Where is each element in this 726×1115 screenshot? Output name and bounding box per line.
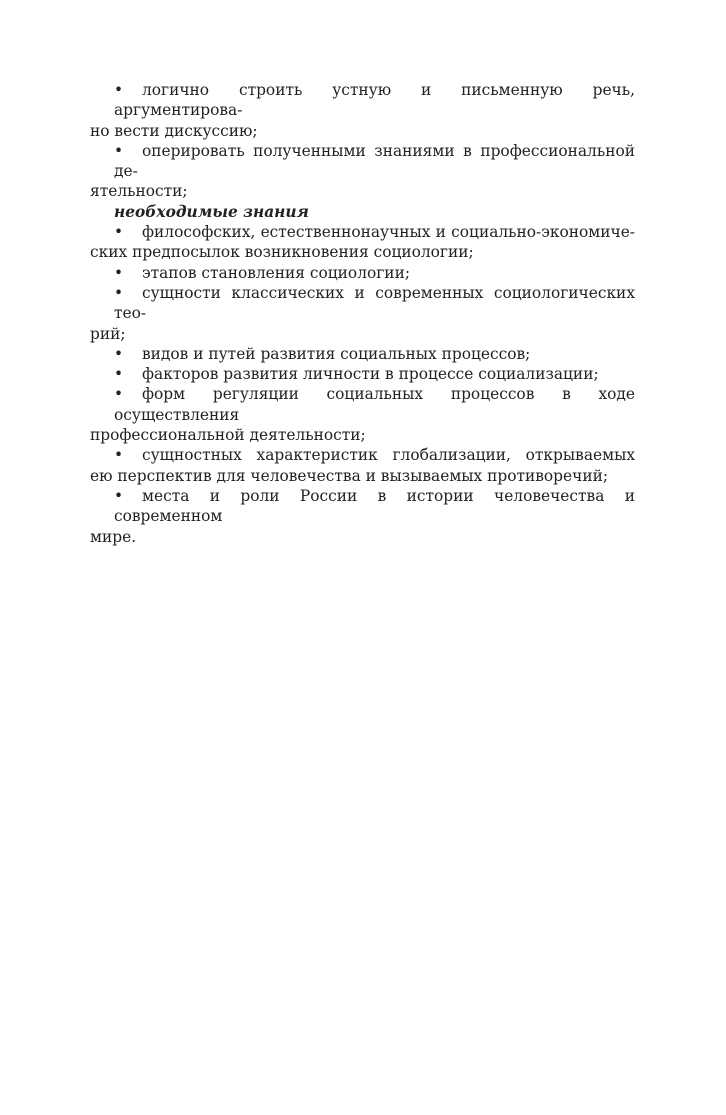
bullet: • <box>114 446 124 465</box>
bullet: • <box>114 365 124 384</box>
list-item-line: но вести дискуссию; <box>90 121 258 140</box>
list-item-text: логично строить устную и письменную речь, аргументирова- <box>114 81 635 120</box>
list-item-text: сущности классических и современных социологических тео- <box>114 283 635 323</box>
list-item <box>90 384 635 445</box>
list-item-line <box>90 141 635 182</box>
list-item-line <box>90 384 635 425</box>
list-item-text: форм регуляции социальных процессов в ходе осуществления <box>114 385 635 424</box>
list-item-line: рий; <box>90 324 126 343</box>
list-item-line: профессиональной деятельности; <box>90 426 366 445</box>
list-item-line <box>90 445 635 465</box>
list-item-line: мире. <box>90 527 137 546</box>
list-item-line <box>90 263 635 283</box>
bullet: • <box>114 344 124 363</box>
list-item <box>90 283 635 344</box>
list-item <box>90 222 635 263</box>
bullet: • <box>114 223 124 242</box>
list-item-line: ятельности; <box>90 182 188 201</box>
list-item-text: этапов становления социологии; <box>142 263 411 282</box>
list-item-line <box>90 486 635 527</box>
bullet: • <box>114 283 124 302</box>
list-item-line <box>90 80 635 121</box>
bullet: • <box>114 385 124 404</box>
list-item-line <box>90 283 635 324</box>
list-item-line <box>90 364 635 384</box>
bullet: • <box>114 486 124 505</box>
list-item-text: видов и путей развития социальных процессов; <box>142 344 531 363</box>
list-item-text: оперировать полученными знаниями в профессиональной де- <box>114 141 635 181</box>
document-page <box>90 80 635 547</box>
list-item <box>90 141 635 202</box>
list-item-line: ею перспектив для человечества и вызываемых противоречий; <box>90 466 609 485</box>
skills-list <box>90 80 635 202</box>
bullet: • <box>114 141 124 160</box>
list-item-text: места и роли России в истории человечества и современном <box>114 486 635 526</box>
list-item <box>90 445 635 486</box>
list-item-line <box>90 222 635 242</box>
knowledge-list <box>90 222 635 547</box>
list-item <box>90 344 635 364</box>
list-item-text: сущностных характеристик глобализации, открываемых <box>142 446 635 465</box>
list-item-line <box>90 344 635 364</box>
list-item-text: философских, естественнонаучных и социально-экономиче- <box>142 223 635 242</box>
list-item <box>90 263 635 283</box>
bullet: • <box>114 81 124 99</box>
list-item <box>90 80 635 141</box>
list-item-text: факторов развития личности в процессе социализации; <box>142 365 599 384</box>
list-item <box>90 486 635 547</box>
bullet: • <box>114 263 124 282</box>
list-item-line: ских предпосылок возникновения социологии; <box>90 243 474 262</box>
list-item <box>90 364 635 384</box>
section-heading: необходимые знания <box>114 202 309 221</box>
